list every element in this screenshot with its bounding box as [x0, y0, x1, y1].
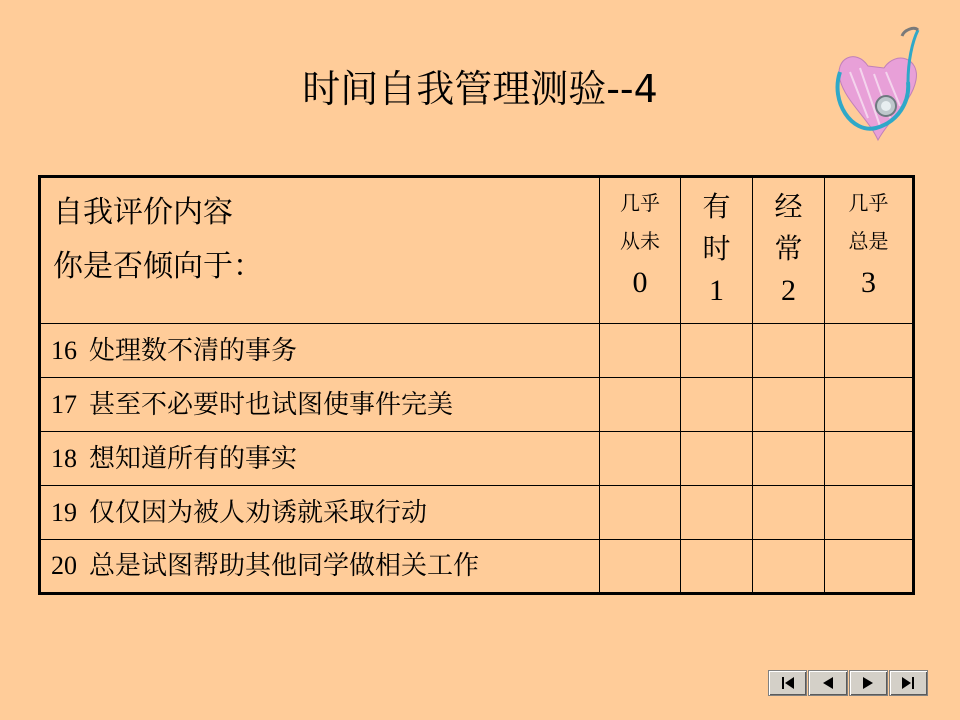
- item-number: 16: [51, 335, 77, 365]
- answer-cell-2[interactable]: [753, 378, 825, 432]
- item-number: 17: [51, 389, 77, 419]
- answer-cell-1[interactable]: [681, 432, 753, 486]
- item-number: 20: [51, 551, 77, 580]
- answer-cell-1[interactable]: [681, 378, 753, 432]
- answer-cell-1[interactable]: [681, 324, 753, 378]
- option-value-1: 1: [709, 274, 724, 307]
- answer-cell-0[interactable]: [600, 486, 681, 540]
- previous-slide-button[interactable]: [808, 670, 847, 696]
- answer-cell-0[interactable]: [600, 540, 681, 594]
- header-content-cell: [40, 177, 600, 324]
- option-label-1: 有 时: [702, 190, 731, 265]
- option-header-1: [681, 177, 753, 324]
- next-slide-icon: [858, 676, 878, 690]
- table-row: [40, 378, 914, 432]
- first-slide-button[interactable]: [768, 670, 807, 696]
- table-row: [40, 324, 914, 378]
- item-number: 19: [51, 497, 77, 527]
- answer-cell-2[interactable]: [753, 432, 825, 486]
- item-text: 想知道所有的事实: [89, 443, 298, 474]
- self-assessment-table: [38, 175, 915, 595]
- header-line-2: 你是否倾向于：: [53, 249, 263, 284]
- last-slide-icon: [898, 676, 918, 690]
- item-text: 总是试图帮助其他同学做相关工作: [89, 551, 480, 581]
- item-text-cell: [40, 540, 600, 594]
- table-row: [40, 486, 914, 540]
- first-slide-icon: [778, 676, 798, 690]
- answer-cell-0[interactable]: [600, 324, 681, 378]
- answer-cell-3[interactable]: [825, 324, 914, 378]
- previous-slide-icon: [818, 676, 838, 690]
- answer-cell-3[interactable]: [825, 540, 914, 594]
- last-slide-button[interactable]: [889, 670, 928, 696]
- option-label-2: 经 常: [774, 190, 803, 265]
- answer-cell-1[interactable]: [681, 540, 753, 594]
- item-text: 处理数不清的事务: [89, 335, 298, 366]
- answer-cell-0[interactable]: [600, 432, 681, 486]
- answer-cell-2[interactable]: [753, 324, 825, 378]
- item-text-cell: [40, 486, 600, 540]
- heart-stethoscope-icon: [828, 22, 924, 154]
- table-row: [40, 432, 914, 486]
- option-value-2: 2: [781, 274, 796, 307]
- item-text: 甚至不必要时也试图使事件完美: [89, 389, 454, 420]
- answer-cell-0[interactable]: [600, 378, 681, 432]
- answer-cell-1[interactable]: [681, 486, 753, 540]
- header-line-1: 自我评价内容: [53, 195, 233, 230]
- next-slide-button[interactable]: [849, 670, 888, 696]
- item-number: 18: [51, 443, 77, 473]
- option-header-0: [600, 177, 681, 324]
- option-value-0: 0: [632, 266, 648, 299]
- answer-cell-3[interactable]: [825, 378, 914, 432]
- option-value-3: 3: [861, 266, 876, 299]
- option-header-2: [753, 177, 825, 324]
- slide-title: 时间自我管理测验--4: [302, 67, 658, 111]
- slide-navigation: [768, 670, 928, 696]
- item-text: 仅仅因为被人劝诱就采取行动: [89, 497, 428, 528]
- option-label-3: 几乎 总是: [848, 191, 889, 253]
- item-text-cell: [40, 324, 600, 378]
- option-header-3: [825, 177, 914, 324]
- table-header-row: [40, 177, 914, 324]
- answer-cell-2[interactable]: [753, 540, 825, 594]
- option-label-0: 几乎 从未: [620, 191, 660, 253]
- item-text-cell: [40, 432, 600, 486]
- table-row: [40, 540, 914, 594]
- item-text-cell: [40, 378, 600, 432]
- answer-cell-2[interactable]: [753, 486, 825, 540]
- answer-cell-3[interactable]: [825, 432, 914, 486]
- answer-cell-3[interactable]: [825, 486, 914, 540]
